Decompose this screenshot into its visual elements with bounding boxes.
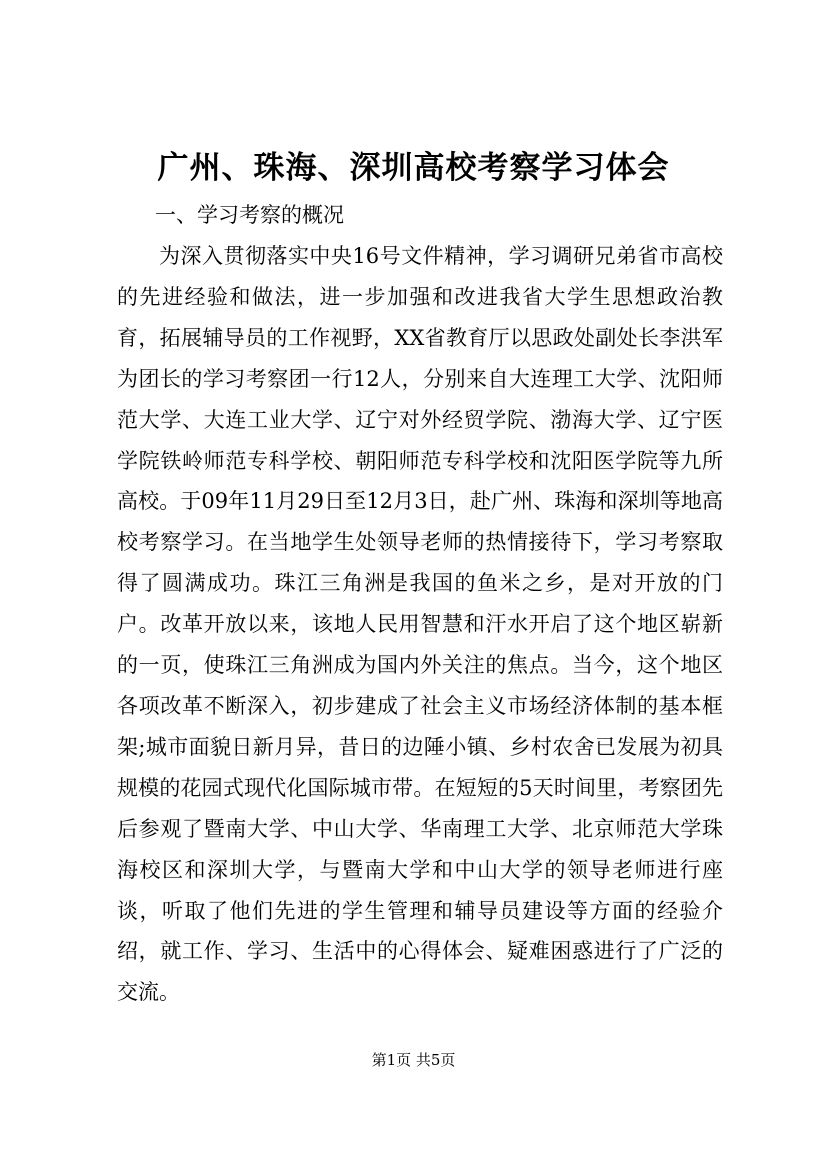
page-indicator: 第1页 共5页 [371,1051,456,1069]
section-heading: 一、学习考察的概况 [155,203,344,227]
page-footer [0,1048,827,1072]
body-paragraph: 为深入贯彻落实中央16号文件精神，学习调研兄弟省市高校的先进经验和做法，进一步加强和改进我省大学生思想政治教育，拓展辅导员的工作视野，XX省教育厅以思政处副处长李洪军为团长的学习考察团一行12人，分别来自大连理工大学、沈阳师范大学、大连工业大学、辽宁对外经贸学院、渤海大学、辽宁医学院铁岭师范专科学校、朝阳师范专科学校和沈阳医学院等九所高校。于09年11月29日至12月3日，赴广州、珠海和深圳等地高校考察学习。在当地学生处领导老师的热情接待下，学习考察取得了圆满成功。珠江三角洲是我国的鱼米之乡，是对开放的门户。改革开放以来，该地人民用智慧和汗水开启了这个地区崭新的一页，使珠江三角洲成为国内外关注的焦点。当今，这个地区各项改革不断深入，初步建成了社会主义市场经济体制的基本框架;城市面貌日新月异，昔日的边陲小镇、乡村农舍已发展为初具规模的花园式现代化国际城市带。在短短的5天时间里，考察团先后参观了暨南大学、中山大学、华南理工大学、北京师范大学珠海校区和深圳大学，与暨南大学和中山大学的领导老师进行座谈，听取了他们先进的学生管理和辅导员建设等方面的经验介绍，就工作、学习、生活中的心得体会、疑难困惑进行了广泛的交流。 [117,244,723,1005]
document-title: 广州、珠海、深圳高校考察学习体会 [157,150,670,186]
